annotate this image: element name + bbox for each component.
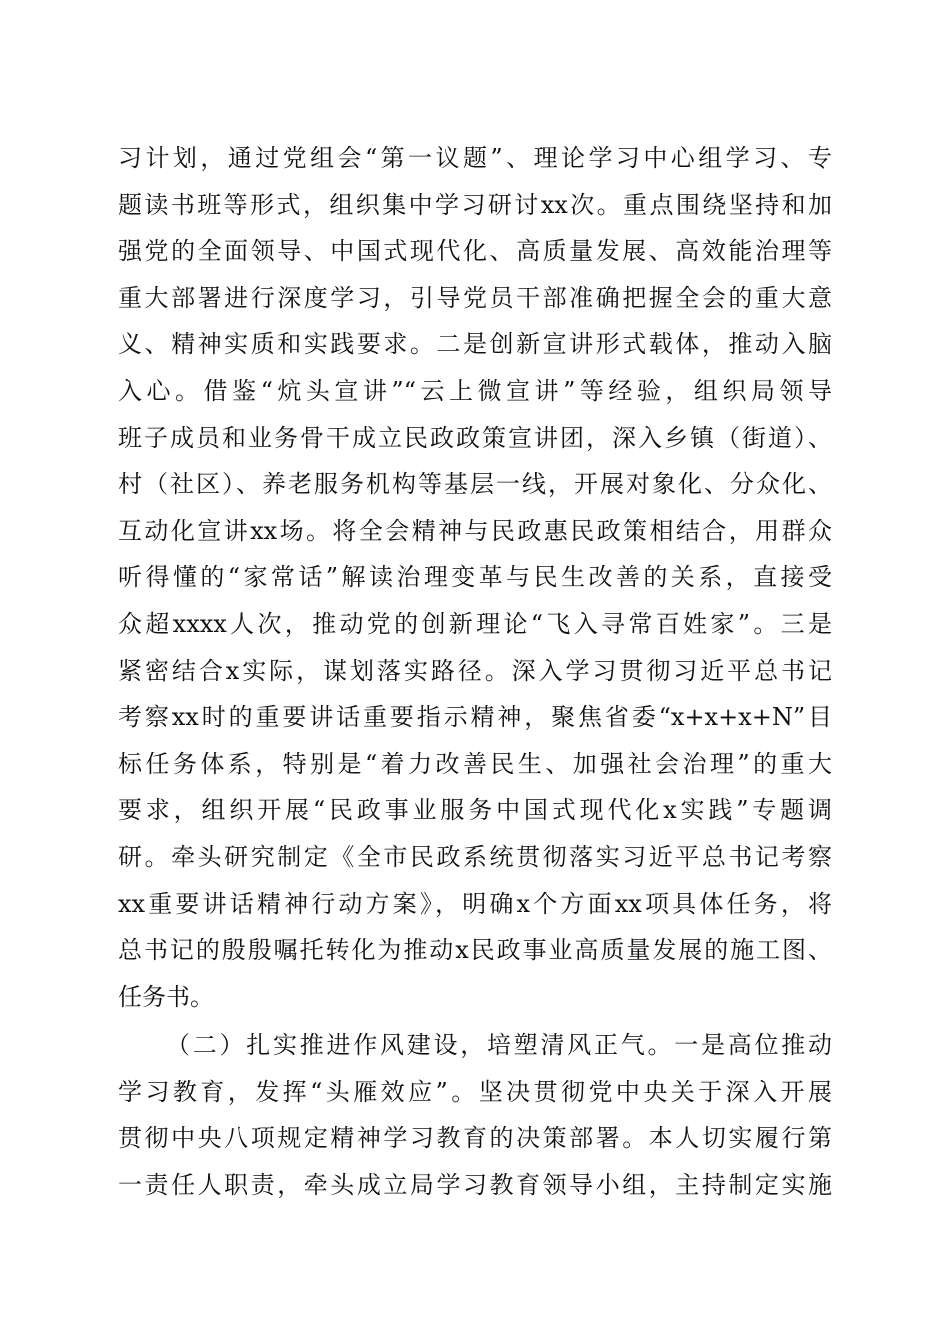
paragraph-line: 紧密结合x实际，谋划落实路径。深入学习贯彻习近平总书记 — [118, 656, 832, 685]
paragraph-line: 众超xxxx人次，推动党的创新理论“飞入寻常百姓家”。三是 — [118, 609, 832, 638]
paragraph-line: 总书记的殷殷嘱托转化为推动x民政事业高质量发展的施工图、 — [118, 936, 832, 965]
paragraph-line: 入心。借鉴“炕头宣讲”“云上微宣讲”等经验，组织局领导 — [118, 376, 832, 405]
paragraph-line: 习计划，通过党组会“第一议题”、理论学习中心组学习、专 — [118, 144, 832, 172]
paragraph-line: 考察xx时的重要讲话重要指示精神，聚焦省委“x+x+x+N”目 — [118, 703, 832, 732]
paragraph-1 — [118, 135, 832, 1020]
paragraph-line: 标任务体系，特别是“着力改善民生、加强社会治理”的重大 — [118, 749, 832, 778]
paragraph-line: xx重要讲话精神行动方案》，明确x个方面xx项具体任务，将 — [118, 889, 832, 918]
paragraph-line: 题读书班等形式，组织集中学习研讨xx次。重点围绕坚持和加 — [118, 190, 832, 219]
paragraph-line: 义、精神实质和实践要求。二是创新宣讲形式载体，推动入脑 — [118, 330, 832, 359]
paragraph-line: 贯彻中央八项规定精神学习教育的决策部署。本人切实履行第 — [118, 1124, 832, 1153]
section-heading-line: （二）扎实推进作风建设，培塑清风正气。一是高位推动 — [166, 1031, 832, 1060]
paragraph-line: 互动化宣讲xx场。将全会精神与民政惠民政策相结合，用群众 — [118, 516, 832, 545]
paragraph-line: 研。牵头研究制定《全市民政系统贯彻落实习近平总书记考察 — [118, 842, 832, 871]
paragraph-line: 村（社区）、养老服务机构等基层一线，开展对象化、分众化、 — [118, 470, 832, 499]
paragraph-line: 要求，组织开展“民政事业服务中国式现代化x实践”专题调 — [118, 796, 832, 825]
paragraph-line: 学习教育，发挥“头雁效应”。坚决贯彻党中央关于深入开展 — [118, 1077, 832, 1106]
paragraph-line: 重大部署进行深度学习，引导党员干部准确把握全会的重大意 — [118, 283, 832, 312]
paragraph-2 — [118, 1022, 832, 1208]
paragraph-line: 任务书。 — [118, 982, 214, 1011]
paragraph-line: 强党的全面领导、中国式现代化、高质量发展、高效能治理等 — [118, 237, 832, 266]
paragraph-line: 班子成员和业务骨干成立民政政策宣讲团，深入乡镇（街道）、 — [118, 423, 832, 452]
paragraph-line: 一责任人职责，牵头成立局学习教育领导小组，主持制定实施 — [118, 1171, 832, 1200]
paragraph-line: 听得懂的“家常话”解读治理变革与民生改善的关系，直接受 — [118, 563, 832, 592]
document-body — [118, 135, 832, 1209]
